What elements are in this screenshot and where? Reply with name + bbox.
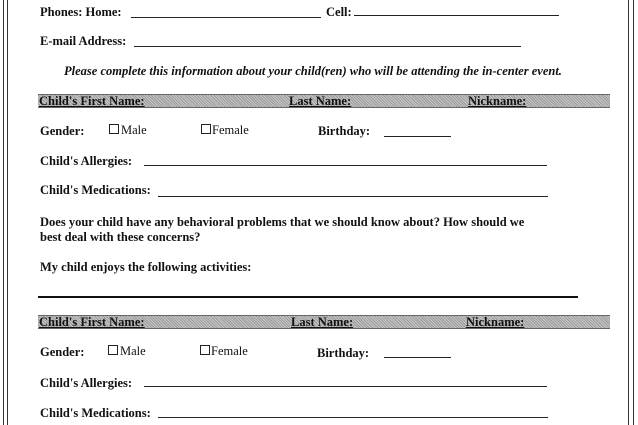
phones-home-label: Phones: Home: xyxy=(40,5,122,19)
instructions-text: Please complete this information about your child(ren) who will be attending the in-center event. xyxy=(64,64,562,78)
child2-female-label: Female xyxy=(211,344,248,358)
child2-female-checkbox[interactable] xyxy=(200,345,210,355)
cell-label: Cell: xyxy=(326,5,352,19)
child1-birthday-field[interactable] xyxy=(384,136,451,137)
child2-male-checkbox[interactable] xyxy=(108,345,118,355)
child2-medications-label: Child's Medications: xyxy=(40,406,151,420)
child1-name-bar xyxy=(38,94,610,108)
form-border-right xyxy=(628,0,634,425)
child1-female-checkbox[interactable] xyxy=(201,124,211,134)
child1-behavior-question-line1: Does your child have any behavioral problems that we should know about? How should we xyxy=(40,215,525,229)
child1-nickname-label: Nickname: xyxy=(468,94,527,108)
child2-gender-label: Gender: xyxy=(40,345,85,359)
child1-activities-label: My child enjoys the following activities: xyxy=(40,260,252,274)
child1-first-name-label: Child's First Name: xyxy=(39,94,145,108)
child1-last-name-label: Last Name: xyxy=(289,94,352,108)
child2-birthday-label: Birthday: xyxy=(317,346,370,360)
child2-first-name-label: Child's First Name: xyxy=(39,315,145,329)
child2-birthday-field[interactable] xyxy=(384,357,451,358)
child1-allergies-field[interactable] xyxy=(144,165,547,166)
child1-allergies-label: Child's Allergies: xyxy=(40,154,133,168)
child1-male-label: Male xyxy=(121,123,147,137)
child1-behavior-question-line2: best deal with these concerns? xyxy=(40,230,201,244)
child1-male-checkbox[interactable] xyxy=(109,124,119,134)
child2-medications-field[interactable] xyxy=(158,417,548,418)
email-field[interactable] xyxy=(134,46,521,47)
child2-allergies-field[interactable] xyxy=(144,386,547,387)
child1-medications-field[interactable] xyxy=(158,196,548,197)
child1-birthday-label: Birthday: xyxy=(318,124,371,138)
child2-name-bar xyxy=(38,315,610,329)
child2-allergies-label: Child's Allergies: xyxy=(40,376,133,390)
cell-phone-field[interactable] xyxy=(354,15,559,16)
home-phone-field[interactable] xyxy=(131,17,321,18)
child1-gender-label: Gender: xyxy=(40,124,85,138)
child1-activities-field[interactable] xyxy=(38,296,578,298)
child2-last-name-label: Last Name: xyxy=(291,315,354,329)
child2-nickname-label: Nickname: xyxy=(466,315,525,329)
form-border-left xyxy=(3,0,8,425)
child1-female-label: Female xyxy=(212,123,249,137)
child2-male-label: Male xyxy=(120,344,146,358)
child1-medications-label: Child's Medications: xyxy=(40,183,151,197)
email-label: E-mail Address: xyxy=(40,34,127,48)
